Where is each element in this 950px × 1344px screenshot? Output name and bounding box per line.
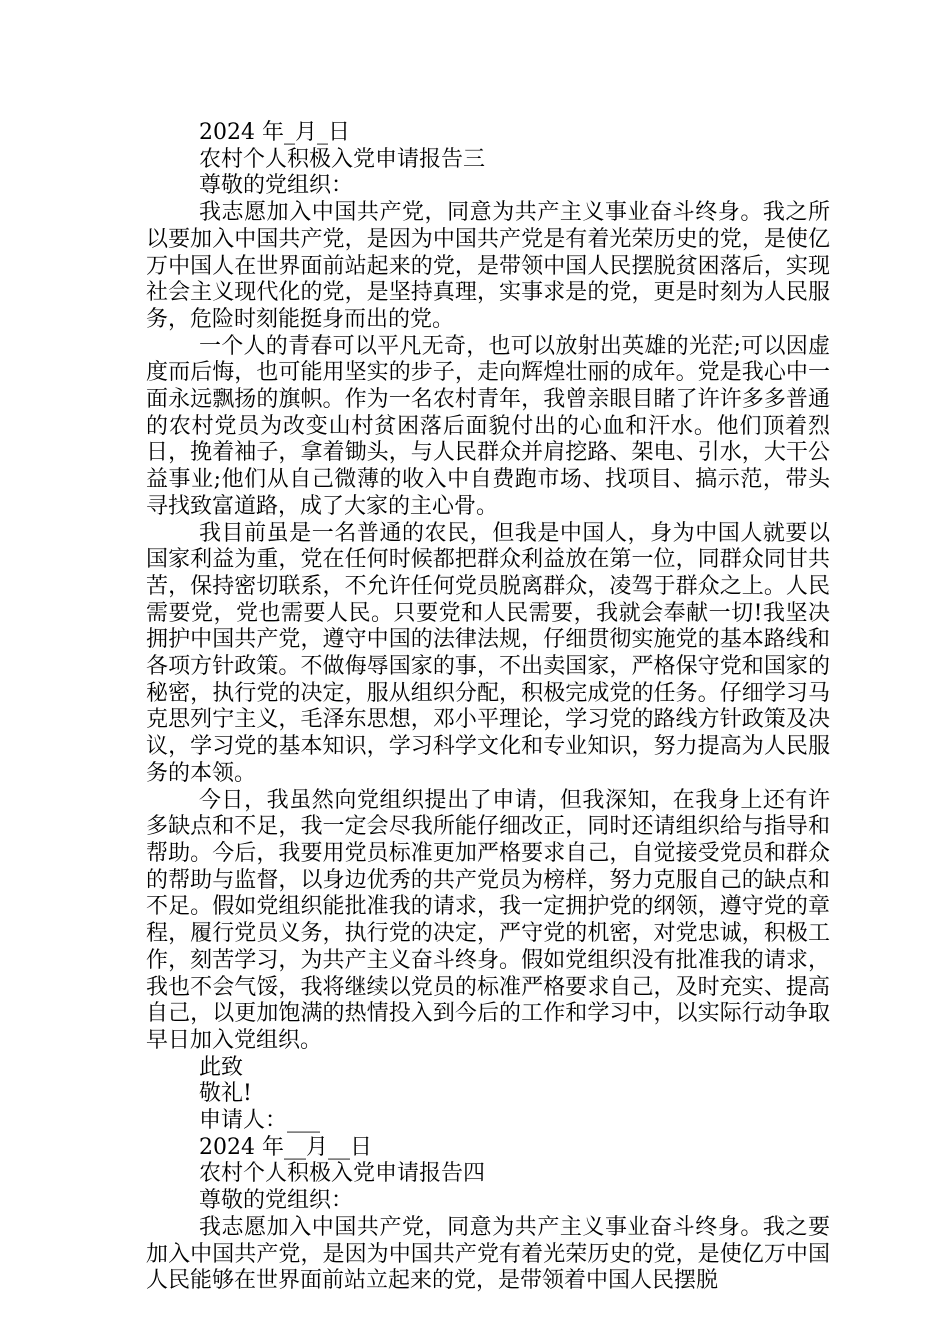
closing-line: 敬礼! (199, 1081, 252, 1107)
date-line: 2024 年_月_日 (199, 120, 350, 145)
date-line: 2024 年__月__日 (199, 1134, 372, 1160)
report-title-four: 农村个人积极入党申请报告四 (199, 1161, 486, 1187)
body-paragraph: 我志愿加入中国共产党，同意为共产主义事业奋斗终身。我之所以要加入中国共产党，是因为中国共产党是有着光荣历史的党，是使亿万中国人在世界面前站起来的党，是带领中国人民摆脱贫困落后，实现社会主义现代化的党，是坚持真理，实事求是的党，更是时刻为人民服务，危险时刻能挺身而出的党。 (146, 200, 830, 332)
applicant-line: 申请人：___ (199, 1108, 321, 1134)
body-paragraph: 我目前虽是一名普通的农民，但我是中国人，身为中国人就要以国家利益为重，党在任何时候都把群众利益放在第一位，同群众同甘共苦，保持密切联系，不允许任何党员脱离群众，凌驾于群众之上。人民需要党，党也需要人民。只要党和人民需要，我就会奉献一切!我坚决拥护中国共产党，遵守中国的法律法规，仔细贯彻实施党的基本路线和各项方针政策。不做侮辱国家的事，不出卖国家，严格保守党和国家的秘密，执行党的决定，服从组织分配，积极完成党的任务。仔细学习马克思列宁主义，毛泽东思想，邓小平理论，学习党的路线方针政策及决议，学习党的基本知识，学习科学文化和专业知识，努力提高为人民服务的本领。 (146, 520, 830, 786)
body-paragraph: 一个人的青春可以平凡无奇，也可以放射出英雄的光茫;可以因虚度而后悔，也可能用坚实的步子，走向辉煌壮丽的成年。党是我心中一面永远飘扬的旗帜。作为一名农村青年，我曾亲眼目睹了许许多多普通的农村党员为改变山村贫困落后面貌付出的心血和汗水。他们顶着烈日，挽着袖子，拿着锄头，与人民群众并肩挖路、架电、引水，大干公益事业;他们从自己微薄的收入中自费跑市场、找项目、搞示范，带头寻找致富道路，成了大家的主心骨。 (146, 333, 830, 519)
salutation: 尊敬的党组织： (199, 1188, 354, 1214)
report-title-three: 农村个人积极入党申请报告三 (199, 146, 486, 172)
body-paragraph: 今日，我虽然向党组织提出了申请，但我深知，在我身上还有许多缺点和不足，我一定会尽我所能仔细改正，同时还请组织给与指导和帮助。今后，我要用党员标准更加严格要求自己，自觉接受党员和群众的帮助与监督，以身边优秀的共产党员为榜样，努力克服自己的缺点和不足。假如党组织能批准我的请求，我一定拥护党的纲领，遵守党的章程，履行党员义务，执行党的决定，严守党的机密，对党忠诚，积极工作，刻苦学习，为共产主义奋斗终身。假如党组织没有批准我的请求，我也不会气馁，我将继续以党员的标准严格要求自己，及时充实、提高自己，以更加饱满的热情投入到今后的工作和学习中，以实际行动争取早日加入党组织。 (146, 787, 830, 1053)
salutation: 尊敬的党组织： (199, 173, 354, 199)
closing-line: 此致 (199, 1054, 244, 1080)
body-paragraph: 我志愿加入中国共产党，同意为共产主义事业奋斗终身。我之要加入中国共产党，是因为中国共产党有着光荣历史的党，是使亿万中国人民能够在世界面前站立起来的党，是带领着中国人民摆脱 (146, 1214, 830, 1294)
document-page (146, 120, 830, 1295)
